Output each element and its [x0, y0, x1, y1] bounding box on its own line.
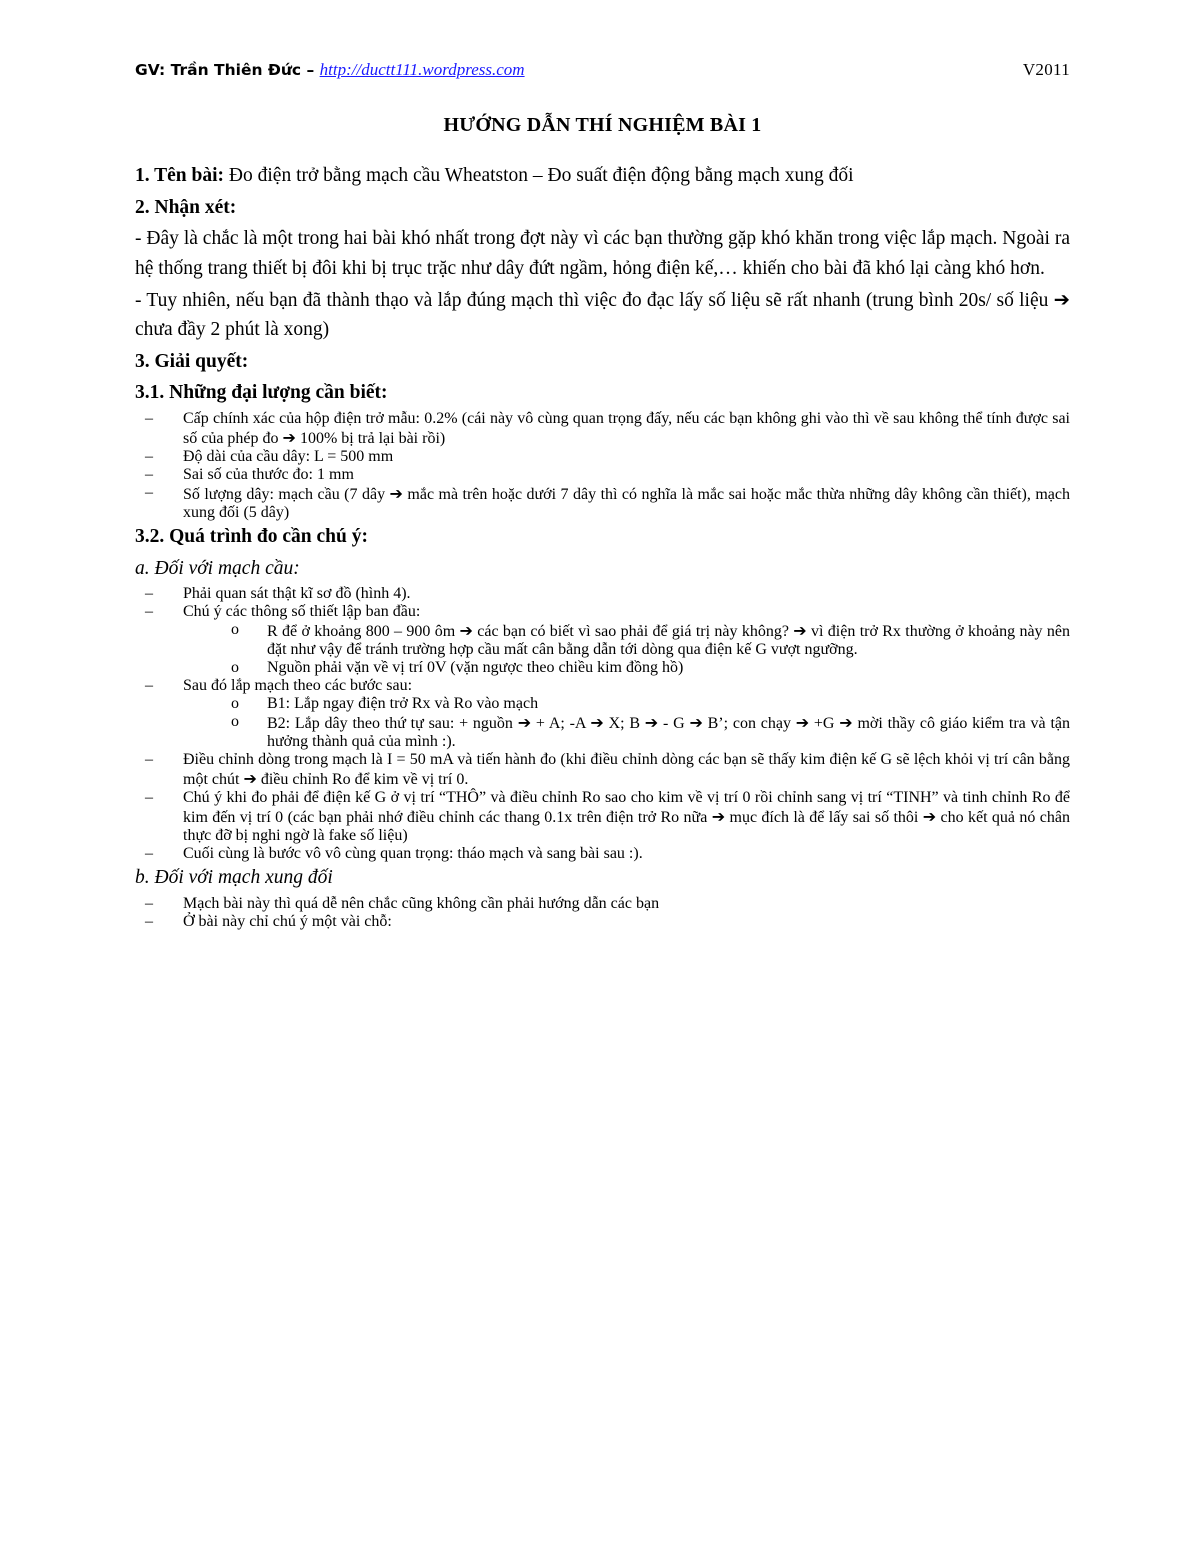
sub-list-item: [231, 713, 1070, 751]
dash-bullet-icon: –: [145, 585, 153, 603]
section-1-label: 1. Tên bài:: [135, 165, 225, 186]
section-2-paragraph-1: - Đây là chắc là một trong hai bài khó nhất trong đợt này vì các bạn thường gặp khó khăn trong việc lắp mạch. Ngoài ra hệ thống trang thiết bị đôi khi bị trục trặc như dây đứt ngầm, hỏng điện kế,… khiến cho bài đã khó lại càng khó hơn.: [135, 228, 1070, 279]
list-item-text: Sau đó lắp mạch theo các bước sau:: [183, 677, 413, 695]
list-item-text: Cấp chính xác của hộp điện trở mẫu: 0.2% (cái này vô cùng quan trọng đấy, nếu các bạn không ghi vào thì về sau không thể tính được sai số của phép đo ➔ 100% bị trả lại bài rồi): [183, 410, 1070, 447]
list-item-text: Phải quan sát thật kĩ sơ đồ (hình 4).: [183, 585, 411, 603]
circle-bullet-icon: o: [231, 695, 239, 713]
list-item: [145, 677, 1070, 695]
subsection-b-label: b. Đối với mạch xung đối: [135, 867, 333, 889]
section-2-label: 2. Nhận xét:: [135, 196, 237, 218]
sub-list-item-text: B1: Lắp ngay điện trở Rx và Ro vào mạch: [267, 695, 539, 713]
sub-list-item-text: Nguồn phải vặn về vị trí 0V (vặn ngược theo chiều kim đồng hồ): [267, 659, 684, 677]
sub-list-item: [231, 695, 1070, 713]
list-item-text: Độ dài của cầu dây: L = 500 mm: [183, 448, 394, 465]
page-header: [135, 60, 1070, 80]
section-2-paragraph-2: - Tuy nhiên, nếu bạn đã thành thạo và lắp đúng mạch thì việc đo đạc lấy số liệu sẽ rất nhanh (trung bình 20s/ số liệu ➔ chưa đầy 2 phút là xong): [135, 289, 1070, 341]
list-item-text: Điều chỉnh dòng trong mạch là I = 50 mA và tiến hành đo (khi điều chỉnh dòng các bạn sẽ thấy kim điện kế G sẽ lệch khỏi vị trí cân bằng một chút ➔ điều chỉnh Ro để kim về vị trí 0.: [183, 751, 1070, 789]
dash-bullet-icon: –: [145, 789, 153, 807]
section-3-1-label: 3.1. Những đại lượng cần biết:: [135, 382, 388, 404]
dash-bullet-icon: –: [145, 894, 153, 912]
list-item-text: Sai số của thước đo: 1 mm: [183, 466, 354, 483]
list-item: [145, 448, 1070, 466]
section-3-2-label: 3.2. Quá trình đo cần chú ý:: [135, 526, 368, 547]
sub-list-item: [231, 659, 1070, 677]
circle-bullet-icon: o: [231, 621, 239, 639]
list-item-text: Mạch bài này thì quá dễ nên chắc cũng không cần phải hướng dẫn các bạn: [183, 894, 660, 912]
section-1-text: Đo điện trở bằng mạch cầu Wheatston – Đo suất điện động bằng mạch xung đối: [224, 165, 854, 186]
dash-bullet-icon: –: [145, 845, 153, 863]
circle-bullet-icon: o: [231, 713, 239, 731]
list-item: [145, 789, 1070, 845]
list-item: [145, 913, 1070, 931]
header-author: GV: Trần Thiên Đức –: [135, 61, 320, 79]
list-item: [145, 484, 1070, 522]
list-item-text: Chú ý các thông số thiết lập ban đầu:: [183, 603, 421, 621]
page-title: HƯỚNG DẪN THÍ NGHIỆM BÀI 1: [443, 114, 762, 136]
dash-bullet-icon: –: [145, 410, 153, 427]
sub-list-item: [231, 621, 1070, 659]
list-item: [145, 466, 1070, 484]
dash-bullet-icon: –: [145, 466, 153, 483]
list-item-text: Ở bài này chỉ chú ý một vài chỗ:: [183, 912, 392, 930]
dash-bullet-icon: –: [145, 448, 153, 465]
dash-bullet-icon: –: [145, 603, 153, 621]
header-author-block: [135, 60, 525, 80]
dash-bullet-icon: –: [145, 912, 153, 930]
list-item: [145, 751, 1070, 789]
dash-bullet-icon: –: [145, 751, 153, 769]
circle-bullet-icon: o: [231, 659, 239, 677]
list-item-text: Cuối cùng là bước vô vô cùng quan trọng: tháo mạch và sang bài sau :).: [183, 845, 643, 863]
subsection-a-label: a. Đối với mạch cầu:: [135, 557, 300, 579]
list-item: [145, 410, 1070, 448]
section-1: [135, 161, 1070, 191]
list-item: [145, 845, 1070, 863]
list-item: [145, 603, 1070, 621]
dash-bullet-icon: –: [145, 484, 153, 501]
header-blog-link[interactable]: http://ductt111.wordpress.com: [319, 60, 525, 79]
header-version: V2011: [1022, 60, 1070, 79]
list-item-text: Chú ý khi đo phải để điện kế G ở vị trí “THÔ” và điều chỉnh Ro sao cho kim về vị trí 0 rồi chỉnh sang vị trí “TINH” và tinh chỉnh Ro để kim đến vị trí 0 (các bạn phải nhớ điều chỉnh các thang 0.1x trên điện trở Ro nữa ➔ mục đích là để lấy sai số thôi ➔ cho kết quả nó chân thực đỡ bị nghi ngờ là fake số liệu): [183, 789, 1070, 845]
sub-list-item-text: R để ở khoảng 800 – 900 ôm ➔ các bạn có biết vì sao phải để giá trị này không? ➔ vì điện trở Rx thường ở khoảng này nên đặt như vậy để tránh trường hợp cầu mất cân bằng dẫn tới dòng qua điện kế G vượt ngưỡng.: [267, 623, 1070, 659]
list-item: [145, 585, 1070, 603]
list-item: [145, 895, 1070, 913]
section-3-label: 3. Giải quyết:: [135, 350, 249, 372]
dash-bullet-icon: –: [145, 677, 153, 695]
sub-list-item-text: B2: Lắp dây theo thứ tự sau: + nguồn ➔ + A; -A ➔ X; B ➔ - G ➔ B’; con chạy ➔ +G ➔ mời thầy cô giáo kiểm tra và tận hưởng thành quả của mình :).: [267, 715, 1070, 751]
list-item-text: Số lượng dây: mạch cầu (7 dây ➔ mắc mà trên hoặc dưới 7 dây thì có nghĩa là mắc sai hoặc mắc thừa những dây không cần thiết), mạch xung đối (5 dây): [183, 486, 1070, 521]
